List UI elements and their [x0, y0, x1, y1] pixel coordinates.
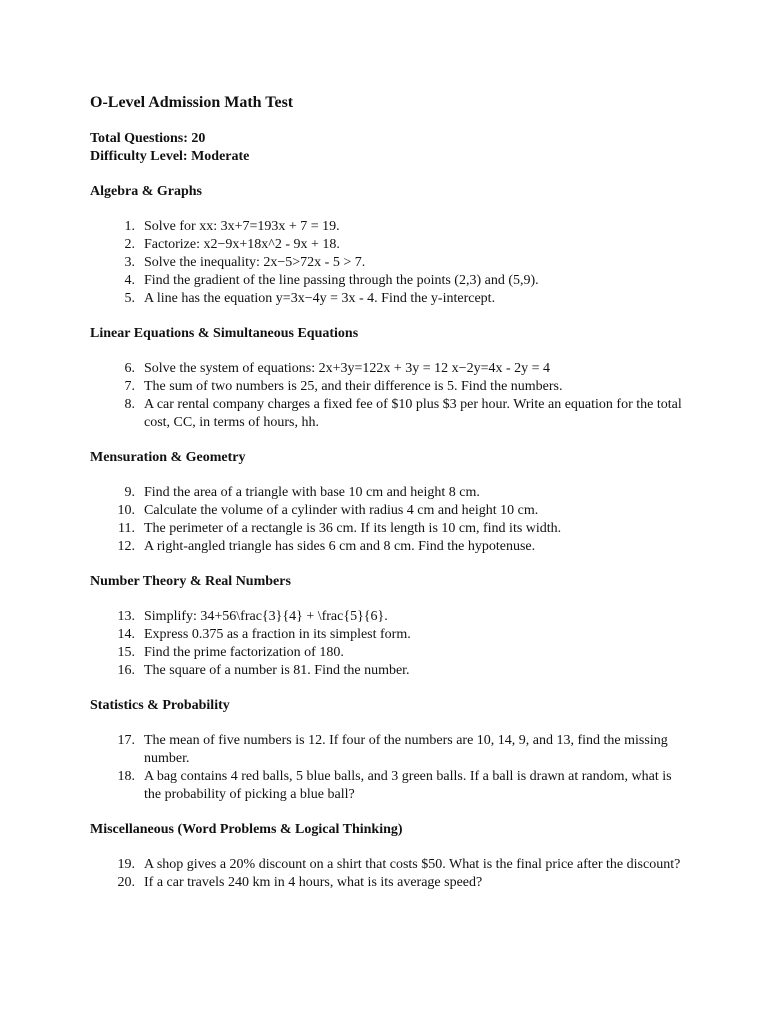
question-text: Solve the inequality: 2x−5>72x - 5 > 7. [144, 255, 366, 270]
question-text: A car rental company charges a fixed fee of $10 plus $3 per hour. Write an equation for the total cost, CC, in terms of hours, hh. [144, 397, 682, 430]
question-number: 7. [124, 379, 135, 394]
question-number: 14. [117, 627, 135, 642]
question-item [90, 608, 690, 626]
question-item [90, 768, 690, 804]
question-item [90, 502, 690, 520]
section-heading: Mensuration & Geometry [90, 450, 246, 465]
question-text: Solve the system of equations: 2x+3y=122x + 3y = 12 x−2y=4x - 2y = 4 [144, 361, 551, 376]
section-heading: Miscellaneous (Word Problems & Logical Thinking) [90, 822, 403, 837]
section-heading: Linear Equations & Simultaneous Equations [90, 326, 359, 341]
test-document [90, 92, 690, 909]
question-text: Find the area of a triangle with base 10 cm and height 8 cm. [144, 485, 480, 500]
question-text: Simplify: 34+56\frac{3}{4} + \frac{5}{6}. [144, 609, 388, 624]
section-heading: Number Theory & Real Numbers [90, 574, 291, 589]
question-item [90, 396, 690, 432]
question-text: A bag contains 4 red balls, 5 blue balls, and 3 green balls. If a ball is drawn at random, what is the probability of picking a blue ball? [144, 769, 672, 802]
question-list [90, 608, 690, 680]
question-list [90, 484, 690, 556]
question-item [90, 236, 690, 254]
question-number: 20. [117, 875, 135, 890]
sections-container [90, 183, 690, 892]
question-text: A right-angled triangle has sides 6 cm and 8 cm. Find the hypotenuse. [144, 539, 536, 554]
question-number: 13. [117, 609, 135, 624]
question-list [90, 360, 690, 432]
question-number: 17. [117, 733, 135, 748]
question-number: 12. [117, 539, 135, 554]
question-number: 2. [124, 237, 135, 252]
question-text: Find the prime factorization of 180. [144, 645, 344, 660]
question-text: Solve for xx: 3x+7=193x + 7 = 19. [144, 219, 340, 234]
question-list [90, 856, 690, 892]
question-list [90, 218, 690, 308]
question-item [90, 290, 690, 308]
question-item [90, 484, 690, 502]
question-item [90, 272, 690, 290]
question-item [90, 732, 690, 768]
question-number: 10. [117, 503, 135, 518]
question-number: 15. [117, 645, 135, 660]
question-number: 8. [124, 397, 135, 412]
question-number: 6. [124, 361, 135, 376]
question-item [90, 218, 690, 236]
question-list [90, 732, 690, 804]
section-heading: Statistics & Probability [90, 698, 230, 713]
question-item [90, 644, 690, 662]
question-number: 19. [117, 857, 135, 872]
question-number: 11. [118, 521, 135, 536]
question-text: Calculate the volume of a cylinder with radius 4 cm and height 10 cm. [144, 503, 539, 518]
question-text: If a car travels 240 km in 4 hours, what is its average speed? [144, 875, 483, 890]
question-text: A shop gives a 20% discount on a shirt that costs $50. What is the final price after the discount? [144, 857, 681, 872]
question-item [90, 662, 690, 680]
section-heading: Algebra & Graphs [90, 184, 202, 199]
question-text: The mean of five numbers is 12. If four of the numbers are 10, 14, 9, and 13, find the missing number. [144, 733, 668, 766]
question-item [90, 538, 690, 556]
total-questions: Total Questions: 20 [90, 131, 206, 146]
question-number: 1. [124, 219, 135, 234]
question-item [90, 520, 690, 538]
difficulty-level: Difficulty Level: Moderate [90, 149, 250, 164]
question-item [90, 378, 690, 396]
question-number: 9. [124, 485, 135, 500]
question-text: A line has the equation y=3x−4y = 3x - 4. Find the y-intercept. [144, 291, 496, 306]
question-text: The sum of two numbers is 25, and their difference is 5. Find the numbers. [144, 379, 563, 394]
question-item [90, 856, 690, 874]
question-item [90, 360, 690, 378]
question-text: Express 0.375 as a fraction in its simplest form. [144, 627, 411, 642]
question-item [90, 254, 690, 272]
question-item [90, 626, 690, 644]
question-number: 3. [124, 255, 135, 270]
page-title: O-Level Admission Math Test [90, 94, 294, 111]
test-meta [90, 130, 690, 166]
question-text: The square of a number is 81. Find the number. [144, 663, 410, 678]
question-text: Factorize: x2−9x+18x^2 - 9x + 18. [144, 237, 340, 252]
question-number: 4. [124, 273, 135, 288]
question-text: Find the gradient of the line passing through the points (2,3) and (5,9). [144, 273, 539, 288]
question-number: 18. [117, 769, 135, 784]
question-number: 16. [117, 663, 135, 678]
question-text: The perimeter of a rectangle is 36 cm. If its length is 10 cm, find its width. [144, 521, 562, 536]
question-item [90, 874, 690, 892]
question-number: 5. [124, 291, 135, 306]
